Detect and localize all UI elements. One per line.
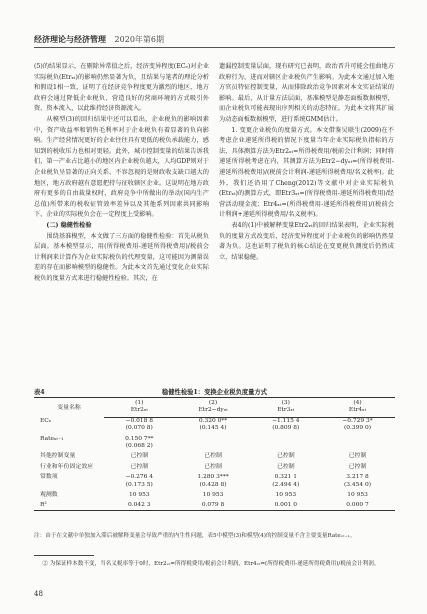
model-number: (4) [320, 398, 395, 408]
table-cell-value: −1.115 4 [272, 417, 300, 424]
table-title [34, 387, 395, 397]
section-heading: (二) 稳健性检验 [46, 221, 92, 229]
dependent-variable: Etr4ₓₜ [320, 407, 395, 417]
table-cell-value: 1.280 3*** [197, 474, 229, 481]
variable-name: ECₑ [40, 417, 52, 424]
footnote: ② 为保证样本数不变，当名义税率等于0时，Etr2ₓₜ=所得税费用/税前会计利润，Etr4ₓₜ=(所得税费用-递延所得税费用)/税前会计利润。 [42, 561, 380, 567]
journal-name: 经济理论与经济管理 [34, 34, 106, 44]
paragraph: 1. 变更企业税负的度量方式。本文借鉴吴联生(2009)在不考虑企业递延所得税的情况下度量当年企业实际税负指标的方法，具体测算方法为Etr2ₓₜ=所得税费用/税前会计利润；同时将递延所得税考虑在内，其测算方法为Etr2−dyₓₜ=(所得税费用-递延所得税费用)/(税前会计利润-递延所得税费用/名义税率)。此外，我们还沿用了Cheng(2012)等文献中对企业实际税负(Etrₓₜ)的测算方式，即Etr3ₓₜ=(所得税费用-递延所得税费用)/经营活动现金流；Etr4ₓₜ=(所得税费用-递延所得税费用)/(税前会计利润+递延所得税费用/名义税率)。 [219, 126, 394, 219]
paragraph: 表4的(1)中被解释变量Etr2ₓₜ的回归结果表明，企业实际税负的度量方式改变后，经济变异程度对于企业税负的影响仍然显著为负。这也证明了税负的核心结论在变更税负测度后仍然成立，结果稳健。 [219, 221, 394, 261]
table-row [34, 489, 395, 499]
table-cell-value: 0.079 8 [175, 499, 252, 510]
dependent-variable: Etr2ₓₜ [104, 407, 175, 417]
table-cell-value: −0.276 4 [125, 474, 153, 481]
table-row [34, 461, 395, 471]
table-cell-value: 0.001 0 [252, 499, 320, 510]
paragraph: (5)的结果显示，在剔除异常值之后，经济变异程度(ECₑ)对企业实际税负(Etrₓₜ)的影响仍然显著为负，且结果与笔者的理论分析和假设1相一致，证明了在经济竞争程度更为激烈的地区，地方政府会通过降低企业税负、营造良好的营商环境的方式吸引外资、资本流入，以此维持经济资源流入。 [34, 63, 209, 113]
table-cell-se [175, 443, 252, 450]
table-cell-se: (0.068 2) [125, 443, 153, 450]
table-cell-se: (0.070 8) [125, 425, 153, 432]
paragraph: 围绕基准模型，本文做了三方面的稳健性检验：首先从税负层面。基本模型显示，用(所得税费用-递延所得税费用)/税前会计利润来计算作为企业实际税负的代理变量，这可能因为测量误差的存在而影响模型的稳健性。为此本文首先通过变化企业实际税负的度量方式来进行稳健性检验。其次，在 [34, 232, 209, 282]
table-cell-value: 已控制 [348, 463, 367, 470]
table-cell-value: 10 953 [202, 492, 224, 499]
table-body [34, 417, 395, 510]
table-cell-value: −0.018 8 [125, 417, 153, 424]
table-cell-value: 3.217 8 [346, 474, 369, 481]
table-note: 注：由于在文献中单独加入滞后被解释变量会导致严重的内生性问题，表5中模型(3)和模型(4)的控制变量不含主要变量Rateₓₜ₋₁。 [34, 533, 356, 539]
regression-table [34, 397, 395, 511]
table-cell-se: (2.494 4) [272, 481, 300, 488]
table-cell-se [320, 443, 395, 450]
table-cell-value: 已控制 [130, 463, 149, 470]
variable-name: 行业和年份固定效应 [40, 463, 94, 470]
table-cell-value: 0.321 1 [274, 474, 298, 481]
table-cell-value: 0.000 7 [320, 499, 395, 510]
table-cell-value: −0.729 3* [342, 417, 373, 424]
table-cell-value: 10 953 [347, 492, 368, 499]
table-cell-se: (3.454 0) [343, 481, 372, 488]
table-cell-se: (0.428 8) [199, 481, 227, 488]
variable-name: 常数项 [40, 474, 58, 481]
table-cell-value: 已控制 [204, 463, 222, 470]
table-row [34, 482, 395, 489]
table-cell-se [252, 443, 320, 450]
table-row [34, 499, 395, 510]
table-cell-value: 0.150 7** [125, 435, 154, 442]
model-number: (3) [252, 398, 320, 408]
variable-name: R² [34, 499, 104, 510]
empty-cell [34, 425, 104, 432]
table-cell-value: 10 953 [275, 492, 297, 499]
table-cell-value: 已控制 [204, 453, 222, 460]
table-cell-value: 10 953 [128, 492, 150, 499]
table-cell-se: (0.399 0) [343, 425, 372, 432]
table-header-variable: 变量名称 [34, 398, 104, 418]
table-number: 表4 [34, 389, 45, 396]
issue-label: 2020年第6期 [114, 35, 164, 44]
dependent-variable: Etr2−dyₓₜ [175, 407, 252, 417]
empty-cell [34, 482, 104, 489]
table-cell-se: (0.809 8) [272, 425, 300, 432]
dependent-variable: Etr3ₓₜ [252, 407, 320, 417]
table-cell-value: 已控制 [130, 453, 149, 460]
table-cell-value: 已控制 [276, 453, 295, 460]
variable-name: Rateₓₜ₋₁ [40, 435, 64, 442]
page-number: 48 [34, 590, 43, 598]
empty-cell [34, 443, 104, 450]
model-number: (2) [175, 398, 252, 408]
table-row [34, 443, 395, 450]
table-row [34, 450, 395, 460]
footnote-rule [34, 555, 94, 556]
table-cell-value: 已控制 [348, 453, 367, 460]
table-cell-se: (0.173 5) [125, 481, 153, 488]
table-row [34, 425, 395, 432]
paragraph: 遗漏控制变量层面，现有研究已表明，政治晋升可能会扭曲地方政府行为，进而对辖区企业税负产生影响。为此本文通过加入地方官员特征控制变量，从而排除政治竞争因素对本文实证结果的影响。最后，从计量方法层面，基准模型是静态面板数据模型，而企业税负可能表现出序列相关的动态特征。为此本文将其扩展为动态面板数据模型，进行系统GMM估计。 [219, 63, 394, 123]
variable-name: 观测数 [40, 492, 58, 499]
table-cell-value: 已控制 [276, 463, 295, 470]
paragraph: 从模型(3)的回归结果中还可以看出，企业税负的影响因素中，资产收益率和销售毛利率对于企业税负有着显著的负向影响。生产经营情况更好的企业往往具有更低的税负承载能力，感知到的税收压力也相对更轻。此外，城市控制变量的结果告诉我们，第一产业占比越小的地区内企业税负越大，人均GDP则对于企业税负呈显著的正向关系。不容忽视的是财政收支缺口越大的地区，地方政府越有意愿把持与征收辖区企业。这说明在地方政府有更多的自由裁量权时，政府竞争中所做出的举动(国内生产总值)所带来的税收征管效率差异以及其他系列因素共同影响下，企业的实际税负会在一定程度上受影响。 [34, 115, 209, 219]
table-cell-value [175, 433, 252, 443]
running-header [34, 33, 395, 48]
right-column [219, 62, 394, 263]
left-column [34, 62, 209, 284]
model-number: (1) [104, 398, 175, 408]
table-row [34, 433, 395, 443]
table-row [34, 471, 395, 481]
table-cell-value [320, 433, 395, 443]
table-cell-se: (0.145 4) [199, 425, 227, 432]
table-cell-value: 0.320 0** [198, 417, 228, 424]
variable-name: 其他控制变量 [40, 453, 76, 460]
table-cell-value: 0.042 3 [104, 499, 175, 510]
table-caption: 稳健性检验1：变换企业税负度量方式 [161, 389, 268, 396]
table-cell-value [252, 433, 320, 443]
